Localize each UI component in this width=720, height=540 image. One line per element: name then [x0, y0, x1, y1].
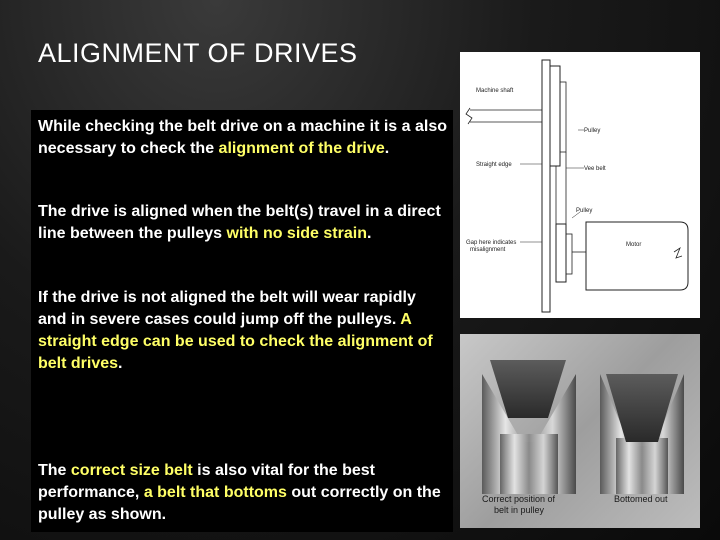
p1-end: .	[384, 140, 390, 157]
left-pulley-hub	[500, 434, 558, 494]
label-vee-belt: Vee belt	[584, 166, 606, 172]
belt-position-drawing	[460, 334, 700, 528]
caption-correct-line2: belt in pulley	[494, 505, 545, 515]
top-pulley-shape	[550, 66, 560, 166]
right-pulley-hub	[616, 438, 668, 494]
straight-edge-shape	[542, 60, 550, 312]
slide-title: ALIGNMENT OF DRIVES	[38, 38, 358, 68]
motor-shape	[586, 222, 688, 290]
label-pulley-top: Pulley	[584, 128, 601, 134]
paragraph-misalignment	[38, 287, 448, 375]
p4-highlight-1: correct size belt	[70, 462, 193, 479]
p4-text: The	[38, 462, 71, 479]
bottom-pulley-hub	[566, 234, 572, 274]
p4-text-2: is also vital for the best performance,	[38, 462, 375, 501]
label-gap-line2: misalignment	[470, 247, 506, 253]
paragraph-belt-size	[38, 460, 448, 526]
p4-highlight-2: a belt that bottoms	[143, 484, 287, 501]
paragraph-aligned-definition	[38, 201, 448, 245]
p3-highlight: A straight edge can be used to check the alignment of belt drives	[38, 311, 433, 372]
label-pulley-bottom: Pulley	[576, 208, 593, 214]
top-pulley-hub	[560, 82, 566, 152]
motor-break-mark	[674, 248, 682, 258]
p2-text: The drive is aligned when the belt(s) travel in a direct line between the pulleys	[38, 203, 441, 242]
alignment-diagram	[460, 52, 700, 318]
paragraph-alignment-intro	[38, 116, 448, 160]
caption-correct-line1: Correct position of	[482, 494, 556, 504]
p1-text: While checking the belt drive on a machine it is a also necessary to check the	[38, 118, 447, 157]
p2-end: .	[366, 225, 372, 242]
label-straight-edge: Straight edge	[476, 162, 512, 168]
p3-end: .	[118, 355, 123, 372]
p3-text: If the drive is not aligned the belt will wear rapidly and in severe cases could jump off the pulleys.	[38, 289, 416, 328]
p2-highlight: with no side strain	[226, 225, 367, 242]
label-machine-shaft: Machine shaft	[476, 88, 514, 94]
belt-position-photo	[460, 334, 700, 528]
label-gap-line1: Gap here indicates	[466, 240, 517, 246]
p1-highlight: alignment of the drive	[218, 140, 385, 157]
alignment-diagram-drawing	[460, 52, 700, 318]
p4-end: out correctly on the pulley as shown.	[38, 484, 441, 523]
caption-bottomed-out: Bottomed out	[614, 494, 668, 504]
label-motor: Motor	[626, 242, 642, 248]
bottom-pulley-shape	[556, 224, 566, 282]
